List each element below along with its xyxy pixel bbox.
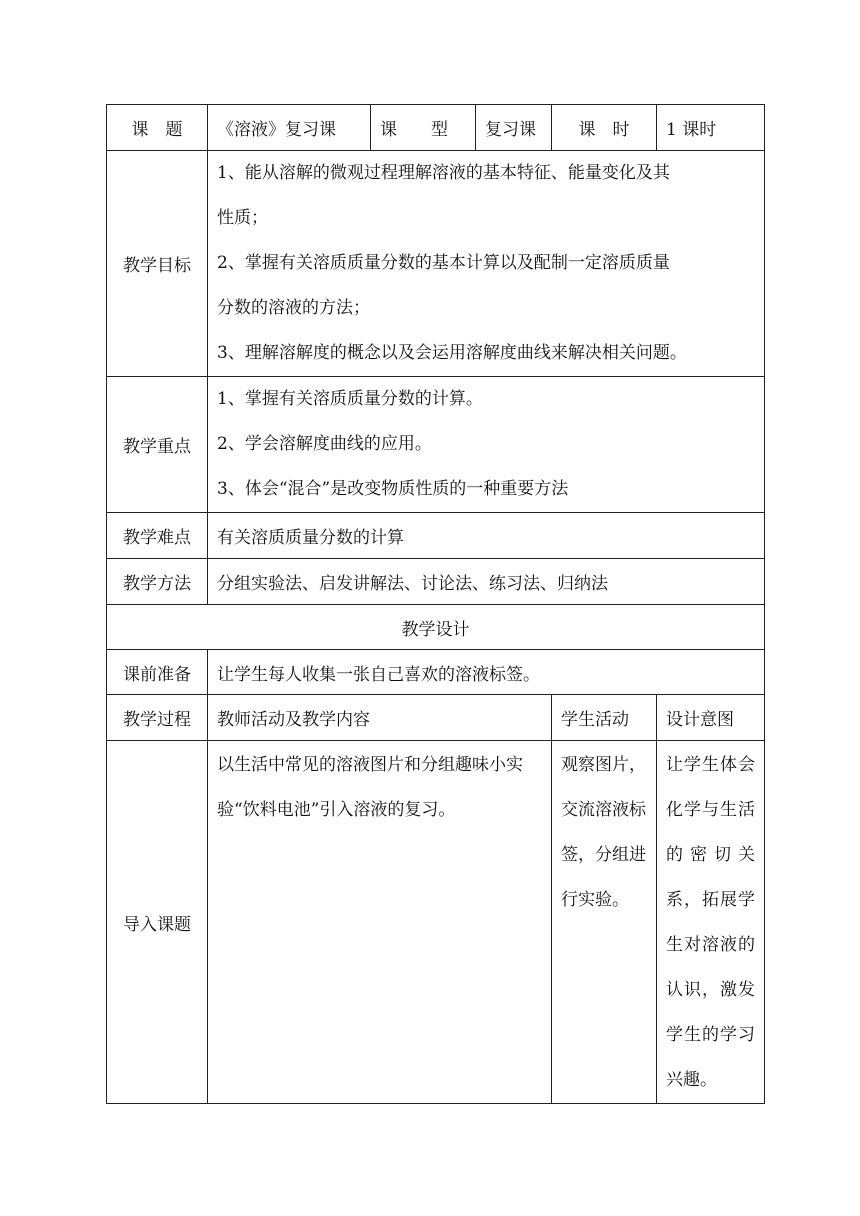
intro-teacher-activity: 以生活中常见的溶液图片和分组趣味小实验“饮料电池”引入溶液的复习。 bbox=[208, 741, 552, 1104]
key-point-line: 2、学会溶解度曲线的应用。 bbox=[217, 434, 432, 454]
student-activity-header: 学生活动 bbox=[552, 695, 657, 741]
objective-line: 1、能从溶解的微观过程理解溶液的基本特征、能量变化及其 bbox=[217, 163, 670, 183]
objectives-label: 教学目标 bbox=[107, 151, 208, 377]
key-point-line: 3、体会“混合”是改变物质性质的一种重要方法 bbox=[217, 479, 569, 499]
design-title: 教学设计 bbox=[107, 605, 765, 650]
intro-design-intent: 让学生体会化学与生活的密切关系，拓展学生对溶液的认识，激发学生的学习兴趣。 bbox=[657, 741, 765, 1104]
design-intent-header: 设计意图 bbox=[657, 695, 765, 741]
topic-value: 《溶液》复习课 bbox=[208, 105, 371, 151]
design-title-row bbox=[107, 605, 765, 650]
intro-student-activity: 观察图片，交流溶液标签，分组进行实验。 bbox=[552, 741, 657, 1104]
difficulty-label: 教学难点 bbox=[107, 513, 208, 559]
intro-label: 导入课题 bbox=[107, 741, 208, 1104]
preparation-row bbox=[107, 650, 765, 695]
difficulty-row bbox=[107, 513, 765, 559]
objectives-content bbox=[208, 151, 765, 377]
methods-label: 教学方法 bbox=[107, 559, 208, 605]
lesson-plan-table bbox=[106, 104, 765, 1104]
objective-line: 3、理解溶解度的概念以及会运用溶解度曲线来解决相关问题。 bbox=[217, 343, 687, 363]
intro-row bbox=[107, 741, 765, 1104]
difficulty-value: 有关溶质质量分数的计算 bbox=[208, 513, 765, 559]
key-point-line: 1、掌握有关溶质质量分数的计算。 bbox=[217, 389, 483, 409]
key-points-label: 教学重点 bbox=[107, 377, 208, 513]
type-value: 复习课 bbox=[476, 105, 552, 151]
hours-label: 课 时 bbox=[552, 105, 657, 151]
topic-label: 课 题 bbox=[107, 105, 208, 151]
objective-line: 2、掌握有关溶质质量分数的基本计算以及配制一定溶质质量 bbox=[217, 253, 670, 273]
type-label: 课 型 bbox=[371, 105, 476, 151]
key-points-row bbox=[107, 377, 765, 513]
objectives-row bbox=[107, 151, 765, 377]
preparation-label: 课前准备 bbox=[107, 650, 208, 695]
objective-line: 性质； bbox=[217, 208, 268, 228]
methods-row bbox=[107, 559, 765, 605]
objective-line: 分数的溶液的方法； bbox=[217, 298, 370, 318]
preparation-value: 让学生每人收集一张自己喜欢的溶液标签。 bbox=[208, 650, 765, 695]
process-label: 教学过程 bbox=[107, 695, 208, 741]
process-header-row bbox=[107, 695, 765, 741]
header-row bbox=[107, 105, 765, 151]
key-points-content bbox=[208, 377, 765, 513]
teacher-activity-header: 教师活动及教学内容 bbox=[208, 695, 552, 741]
hours-value: 1 课时 bbox=[657, 105, 765, 151]
methods-value: 分组实验法、启发讲解法、讨论法、练习法、归纳法 bbox=[208, 559, 765, 605]
